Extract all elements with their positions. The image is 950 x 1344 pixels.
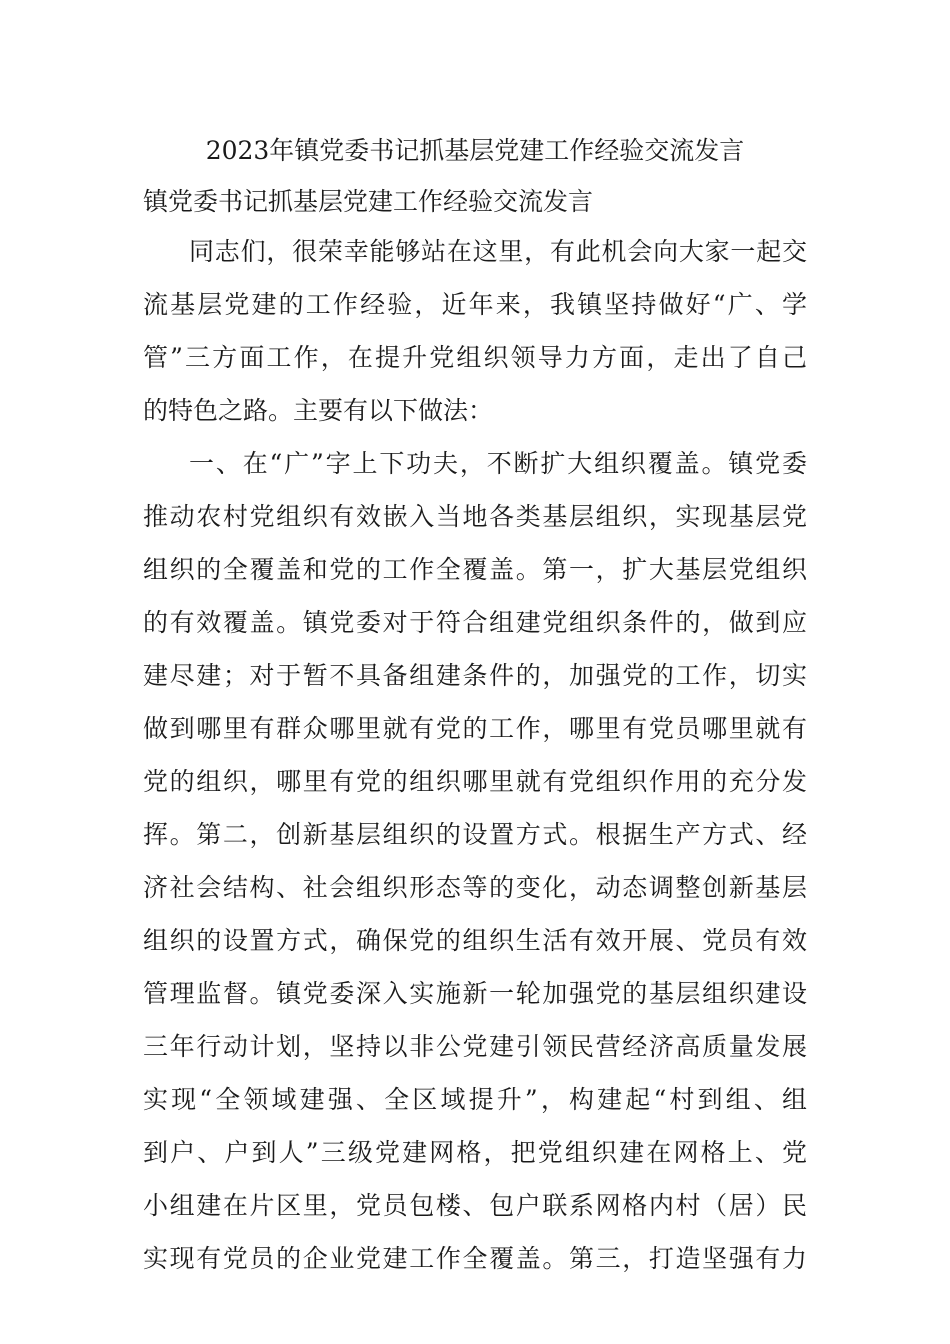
paragraph-line: 推动农村党组织有效嵌入当地各类基层组织，实现基层党 bbox=[143, 502, 807, 531]
paragraph-line: 组织的全覆盖和党的工作全覆盖。第一，扩大基层党组织 bbox=[143, 555, 807, 584]
paragraph-line: 建尽建；对于暂不具备组建条件的，加强党的工作，切实 bbox=[143, 661, 807, 690]
paragraph-line: 一、在“广”字上下功夫，不断扩大组织覆盖。镇党委 bbox=[189, 449, 807, 478]
paragraph-line: 济社会结构、社会组织形态等的变化，动态调整创新基层 bbox=[143, 873, 807, 902]
paragraph-line: 的特色之路。主要有以下做法： bbox=[143, 396, 494, 425]
paragraph-line: 组织的设置方式，确保党的组织生活有效开展、党员有效 bbox=[143, 926, 807, 955]
paragraph-line: 到户、户到人”三级党建网格，把党组织建在网格上、党 bbox=[143, 1138, 807, 1167]
paragraph-line: 小组建在片区里，党员包楼、包户联系网格内村（居）民 bbox=[143, 1191, 807, 1220]
paragraph-line: 三年行动计划，坚持以非公党建引领民营经济高质量发展 bbox=[143, 1032, 807, 1061]
paragraph-line: 党的组织，哪里有党的组织哪里就有党组织作用的充分发 bbox=[143, 767, 807, 796]
document-subtitle: 镇党委书记抓基层党建工作经验交流发言 bbox=[143, 187, 594, 216]
paragraph-line: 挥。第二，创新基层组织的设置方式。根据生产方式、经 bbox=[143, 820, 807, 849]
paragraph-line: 做到哪里有群众哪里就有党的工作，哪里有党员哪里就有 bbox=[143, 714, 807, 743]
paragraph-line: 同志们，很荣幸能够站在这里，有此机会向大家一起交 bbox=[189, 237, 807, 266]
paragraph-line: 实现“全领域建强、全区域提升”，构建起“村到组、组 bbox=[143, 1085, 807, 1114]
document-title: 2023年镇党委书记抓基层党建工作经验交流发言 bbox=[205, 136, 745, 165]
paragraph-line: 流基层党建的工作经验，近年来，我镇坚持做好“广、学 bbox=[143, 290, 807, 319]
paragraph-line: 的有效覆盖。镇党委对于符合组建党组织条件的，做到应 bbox=[143, 608, 807, 637]
paragraph-line: 管理监督。镇党委深入实施新一轮加强党的基层组织建设 bbox=[143, 979, 807, 1008]
paragraph-line: 管”三方面工作，在提升党组织领导力方面，走出了自己 bbox=[143, 343, 807, 372]
paragraph-line: 实现有党员的企业党建工作全覆盖。第三，打造坚强有力 bbox=[143, 1244, 807, 1273]
